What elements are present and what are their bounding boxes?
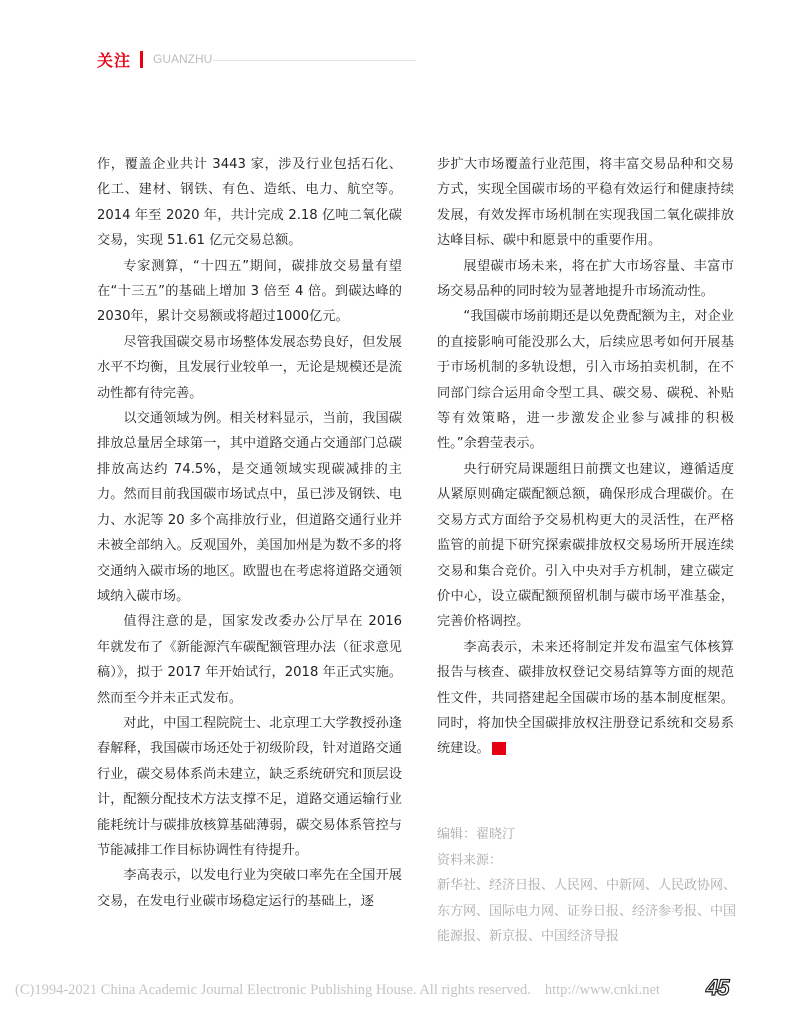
paragraph: 值得注意的是，国家发改委办公厅早在 2016 年就发布了《新能源汽车碳配额管理办法（征求意见稿）》，拟于 2017 年开始试行，2018 年正式实施。然而至今并未正式发布。: [97, 614, 402, 706]
paragraph-text: 李高表示，未来还将制定并发布温室气体核算报告与核查、碳排放权登记交易结算等方面的规范性文件，共同搭建起全国碳市场的基本制度框架。同时，将加快全国碳排放权注册登记系统和交易系统建设。: [437, 639, 734, 757]
paragraph: 作，覆盖企业共计 3443 家，涉及行业包括石化、化工、建材、钢铁、有色、造纸、电力、航空等。2014 年至 2020 年，共计完成 2.18 亿吨二氧化碳交易，实现 51.61 亿元交易总额。: [97, 157, 402, 249]
paragraph: 央行研究局课题组日前撰文也建议，遵循适度从紧原则确定碳配额总额，确保形成合理碳价。在交易方式方面给予交易机构更大的灵活性，在严格监管的前提下研究探索碳排放权交易场所开展连续交易和集合竞价。引入中央对手方机制，建立碳定价中心，设立碳配额预留机制与碳市场平准基金，完善价格调控。: [437, 461, 734, 630]
paragraph: 以交通领域为例。相关材料显示，当前，我国碳排放总量居全球第一，其中道路交通占交通部门总碳排放高达约 74.5%，是交通领域实现碳减排的主力。然而目前我国碳市场试点中，虽已涉及钢铁、电力、水泥等 20 多个高排放行业，但道路交通行业并未被全部纳入。反观国外，美国加州是为数不多的将交通纳入碳市场的地区。欧盟也在考虑将道路交通领域纳入碳市场。: [97, 411, 402, 604]
section-header: [97, 48, 212, 70]
last-paragraph: [437, 635, 734, 762]
section-title-cn: 关注: [97, 50, 132, 70]
paragraph: 步扩大市场覆盖行业范围，将丰富交易品种和交易方式，实现全国碳市场的平稳有效运行和健康持续发展，有效发挥市场机制在实现我国二氧化碳排放达峰目标、碳中和愿景中的重要作用。: [437, 157, 734, 249]
sources-label: 资料来源：: [437, 852, 503, 868]
copyright-notice: (C)1994-2021 China Academic Journal Electronic Publishing House. All rights reserved.: [15, 982, 531, 998]
page-number: 45: [706, 975, 729, 1000]
right-column: [437, 152, 734, 762]
article-credits: [437, 822, 742, 950]
paragraph: 李高表示，以发电行业为突破口率先在全国开展交易，在发电行业碳市场稳定运行的基础上，逐: [97, 868, 402, 909]
footer-link[interactable]: http://www.cnki.net: [544, 982, 660, 998]
paragraph: “我国碳市场前期还是以免费配额为主，对企业的直接影响可能没那么大，后续应思考如何开展基于市场机制的多轨设想，引入市场拍卖机制，在不同部门综合运用命令型工具、碳交易、碳税、补贴等有效策略，进一步激发企业参与减排的积极性。”余碧莹表示。: [437, 309, 734, 452]
end-of-article-icon: E: [492, 742, 506, 755]
header-divider: [140, 51, 143, 68]
paragraph: 对此，中国工程院院士、北京理工大学教授孙逢春解释，我国碳市场还处于初级阶段，针对道路交通行业，碳交易体系尚未建立，缺乏系统研究和顶层设计，配额分配技术方法支撑不足，道路交通运输行业能耗统计与碳排放核算基础薄弱，碳交易体系管控与节能减排工作目标协调性有待提升。: [97, 715, 402, 858]
header-rule: [213, 60, 416, 61]
paragraph: 展望碳市场未来，将在扩大市场容量、丰富市场交易品种的同时较为显著地提升市场流动性。: [437, 258, 734, 300]
paragraph: 专家测算，“十四五”期间，碳排放交易量有望在“十三五”的基础上增加 3 倍至 4 倍。到碳达峰的2030年，累计交易额或将超过1000亿元。: [97, 258, 402, 325]
editor-credit: 编辑：翟晓汀: [437, 827, 516, 842]
page-footer: [15, 982, 660, 999]
left-column: [97, 152, 402, 914]
sources-list: 新华社、经济日报、人民网、中新网、人民政协网、东方网、国际电力网、证券日报、经济参考报、中国能源报、新京报、中国经济导报: [437, 878, 737, 944]
section-title-en: GUANZHU: [153, 52, 213, 66]
paragraph: 尽管我国碳交易市场整体发展态势良好，但发展水平不均衡，且发展行业较单一，无论是规模还是流动性都有待完善。: [97, 334, 402, 401]
